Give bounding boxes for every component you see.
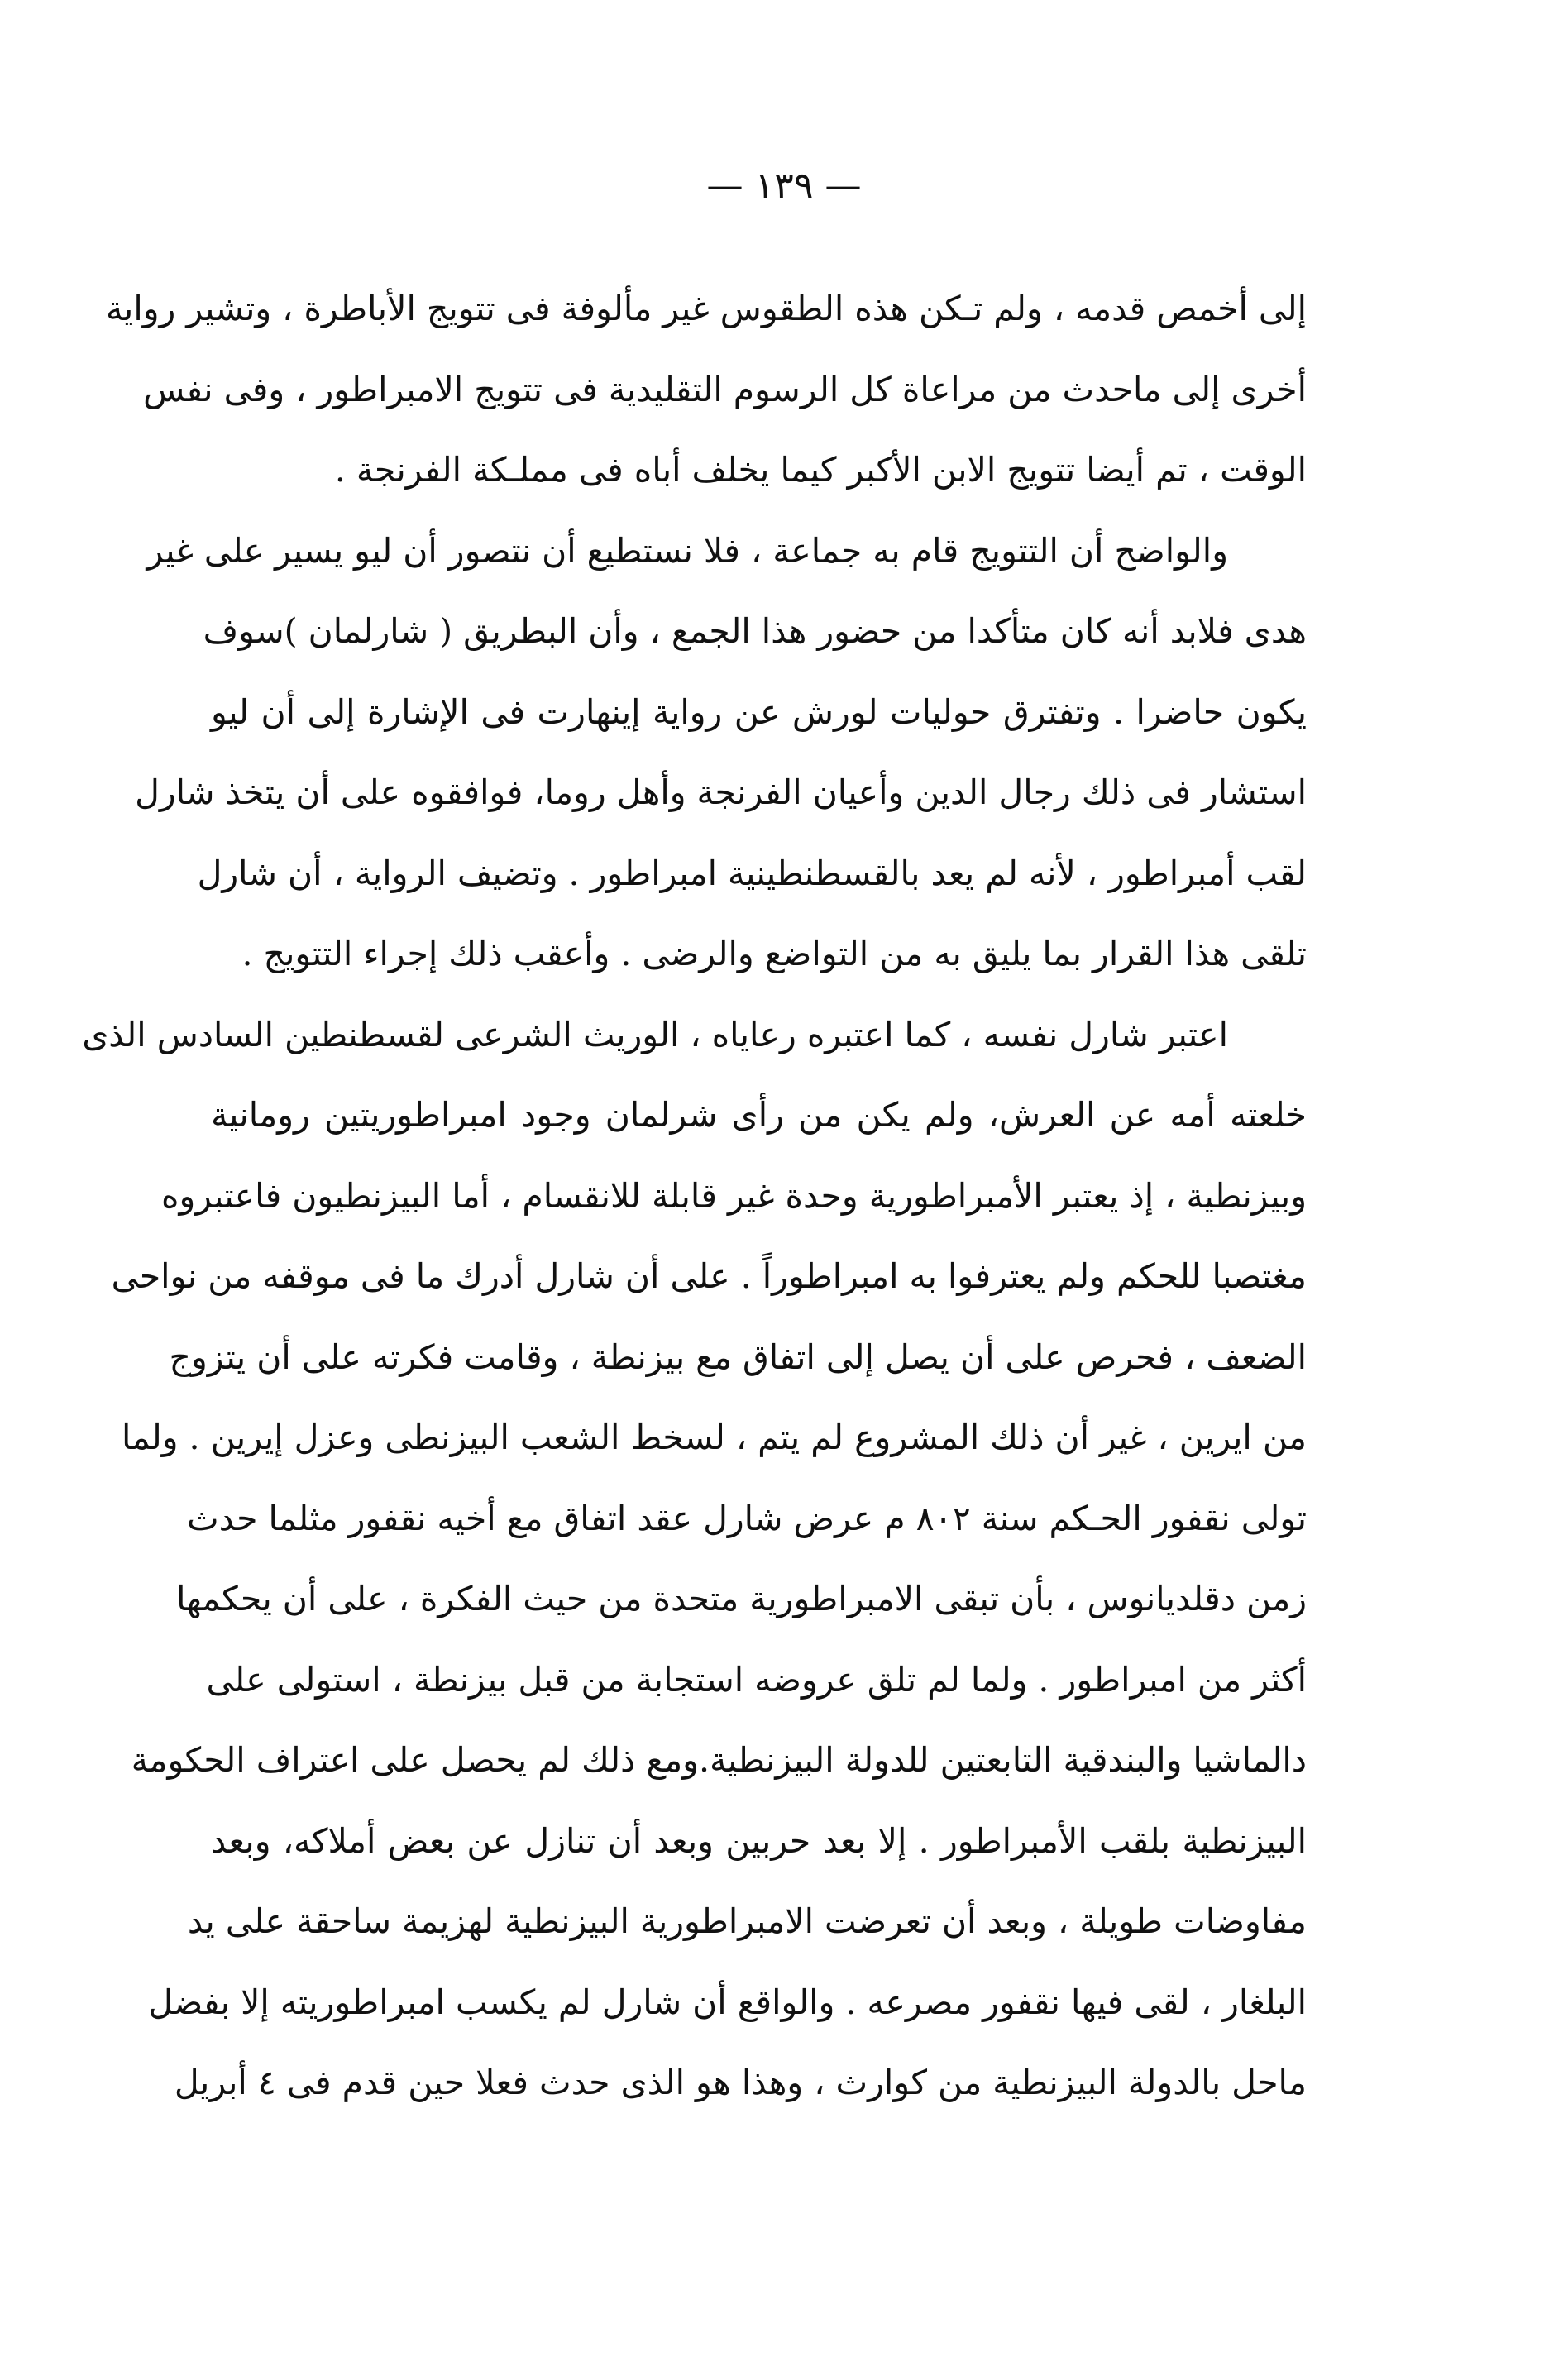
page-number: — ١٣٩ — (706, 165, 862, 207)
text-line: والواضح أن التتويج قام به جماعة ، فلا نستطيع أن نتصور أن ليو يسير على غير (146, 530, 1228, 571)
text-line: تولى نقفور الحـكم سنة ٨٠٢ م عرض شارل عقد اتفاق مع أخيه نقفور مثلما حدث (186, 1498, 1307, 1538)
text-line: مغتصبا للحكم ولم يعترفوا به امبراطوراً . على أن شارل أدرك ما فى موقفه من نواحى (111, 1256, 1307, 1296)
body-text (82, 269, 1307, 2124)
text-line: ماحل بالدولة البيزنطية من كوارث ، وهذا هو الذى حدث فعلا حين قدم فى ٤ أبريل (174, 2063, 1307, 2102)
text-line: الوقت ، تم أيضا تتويج الابن الأكبر كيما يخلف أباه فى مملـكة الفرنجة . (334, 450, 1307, 490)
text-line: يكون حاضرا . وتفترق حوليات لورش عن رواية إينهارت فى الإشارة إلى أن ليو (211, 691, 1307, 732)
text-line: خلعته أمه عن العرش، ولم يكن من رأى شرلمان وجود امبراطوريتين رومانية (211, 1095, 1307, 1135)
text-line: البيزنطية بلقب الأمبراطور . إلا بعد حربين وبعد أن تنازل عن بعض أملاكه، وبعد (211, 1820, 1307, 1861)
text-line: من ايرين ، غير أن ذلك المشروع لم يتم ، لسخط الشعب البيزنطى وعزل إيرين . ولما (122, 1418, 1307, 1457)
paragraph-3 (82, 995, 1307, 2124)
text-line: أكثر من امبراطور . ولما لم تلق عروضه استجابة من قبل بيزنطة ، استولى على (206, 1659, 1307, 1700)
text-line: اعتبر شارل نفسه ، كما اعتبره رعاياه ، الوريث الشرعى لقسطنطين السادس الذى (82, 1014, 1228, 1054)
paragraph-2 (135, 511, 1307, 995)
text-line: لقب أمبراطور ، لأنه لم يعد بالقسطنطينية امبراطور . وتضيف الرواية ، أن شارل (197, 853, 1307, 893)
text-line: الضعف ، فحرص على أن يصل إلى اتفاق مع بيزنطة ، وقامت فكرته على أن يتزوج (169, 1336, 1307, 1377)
paragraph-1 (105, 269, 1307, 511)
text-line: استشار فى ذلك رجال الدين وأعيان الفرنجة وأهل روما، فوافقوه على أن يتخذ شارل (135, 772, 1307, 812)
text-line: دالماشيا والبندقية التابعتين للدولة البيزنطية.ومع ذلك لم يحصل على اعتراف الحكومة (131, 1740, 1307, 1780)
text-line: مفاوضات طويلة ، وبعد أن تعرضت الامبراطورية البيزنطية لهزيمة ساحقة على يد (187, 1901, 1307, 1941)
text-line: زمن دقلديانوس ، بأن تبقى الامبراطورية متحدة من حيث الفكرة ، على أن يحكمها (176, 1579, 1307, 1618)
text-line: هدى فلابد أنه كان متأكدا من حضور هذا الجمع ، وأن البطريق ( شارلمان )سوف (203, 611, 1307, 651)
text-line: وبيزنطية ، إذ يعتبر الأمبراطورية وحدة غير قابلة للانقسام ، أما البيزنطيون فاعتبروه (161, 1175, 1307, 1216)
text-line: تلقى هذا القرار بما يليق به من التواضع والرضى . وأعقب ذلك إجراء التتويج . (241, 934, 1307, 973)
text-line: إلى أخمص قدمه ، ولم تـكن هذه الطقوس غير مألوفة فى تتويج الأباطرة ، وتشير رواية (105, 289, 1307, 328)
text-line: البلغار ، لقى فيها نقفور مصرعه . والواقع أن شارل لم يكسب امبراطوريته إلا بفضل (148, 1982, 1307, 2022)
text-line: أخرى إلى ماحدث من مراعاة كل الرسوم التقليدية فى تتويج الامبراطور ، وفى نفس (143, 369, 1307, 409)
